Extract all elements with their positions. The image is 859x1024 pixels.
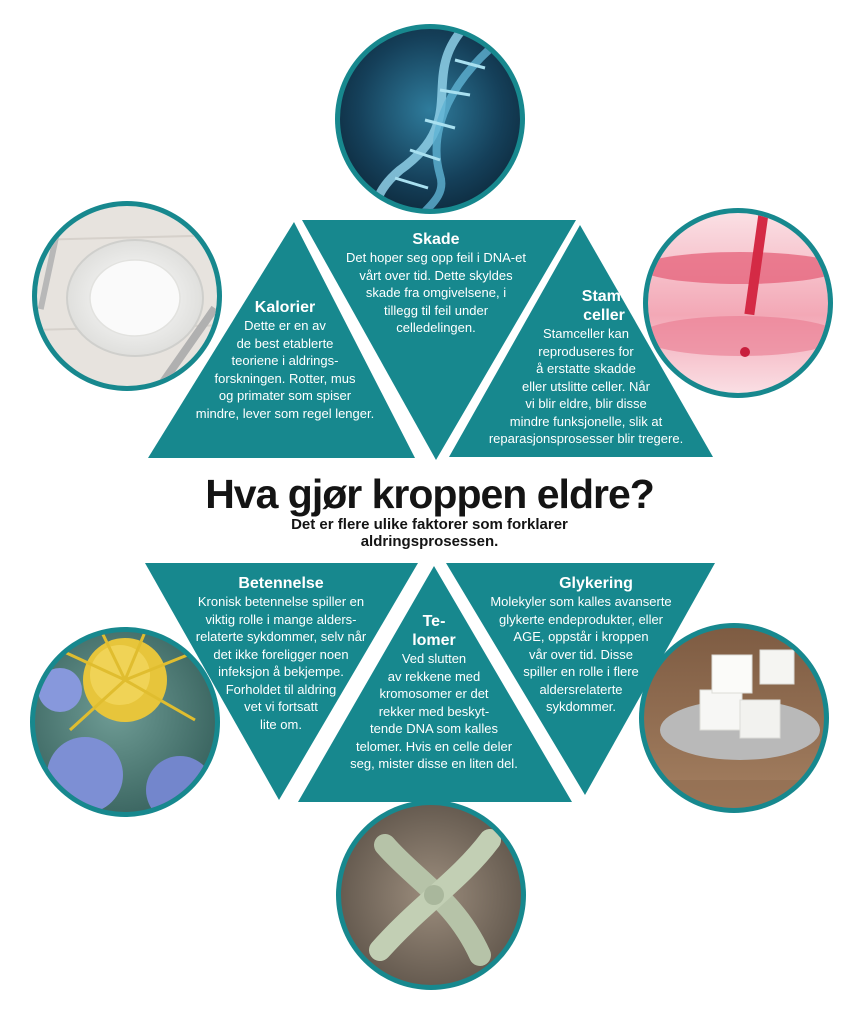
skade-heading: Skade (412, 231, 460, 248)
chromosome-image (331, 795, 531, 995)
stamceller-heading: Stam- celler (581, 288, 627, 324)
skade-body: Det hoper seg opp feil i DNA-et vårt over tid. Dette skyldes skade fra omgivelsene, i tillegg til feil under celledelingen. (346, 250, 526, 335)
glykering-heading: Glykering (559, 575, 633, 592)
stamceller-body: Stamceller kan reproduseres for å erstatte skadde eller utslitte celler. Når vi blir eldre, blir disse mindre funksjonelle, slik at reparasjonsprosesser blir tregere. (488, 326, 684, 446)
glykering-text (462, 574, 700, 716)
telomer-body: Ved slutten av rekkene med kromosomer er det rekker med beskyt- tende DNA som kalles telomer. Hvis en celle deler seg, mister disse en liten del. (350, 651, 518, 771)
stamceller-text (466, 287, 706, 448)
kalorier-body: Dette er en av de best etablerte teoriene i aldrings- forskningen. Rotter, mus og primater som spiser mindre, lever som regel lenger. (195, 318, 375, 421)
kalorier-heading: Kalorier (254, 299, 316, 316)
betennelse-body: Kronisk betennelse spiller en viktig rolle i mange alders- relaterte sykdommer, selv når det ikke foreligger noen infeksjon å bekjempe. Forholdet til aldring vet vi fortsatt lite om. (195, 594, 367, 732)
dna-helix-image (330, 20, 530, 230)
page-title: Hva gjør kroppen eldre? (205, 471, 654, 517)
kalorier-text (168, 298, 402, 422)
telomer-heading: Te- lomer (412, 613, 456, 649)
betennelse-heading: Betennelse (238, 575, 324, 592)
glykering-body: Molekyler som kalles avanserte glykerte endeprodukter, eller AGE, oppstår i kroppen vår over tid. Disse spiller en rolle i flere aldersrelaterte sykdommer. (490, 594, 672, 714)
page-subtitle: Det er flere ulike faktorer som forklarer aldringsprosessen. (291, 516, 568, 550)
